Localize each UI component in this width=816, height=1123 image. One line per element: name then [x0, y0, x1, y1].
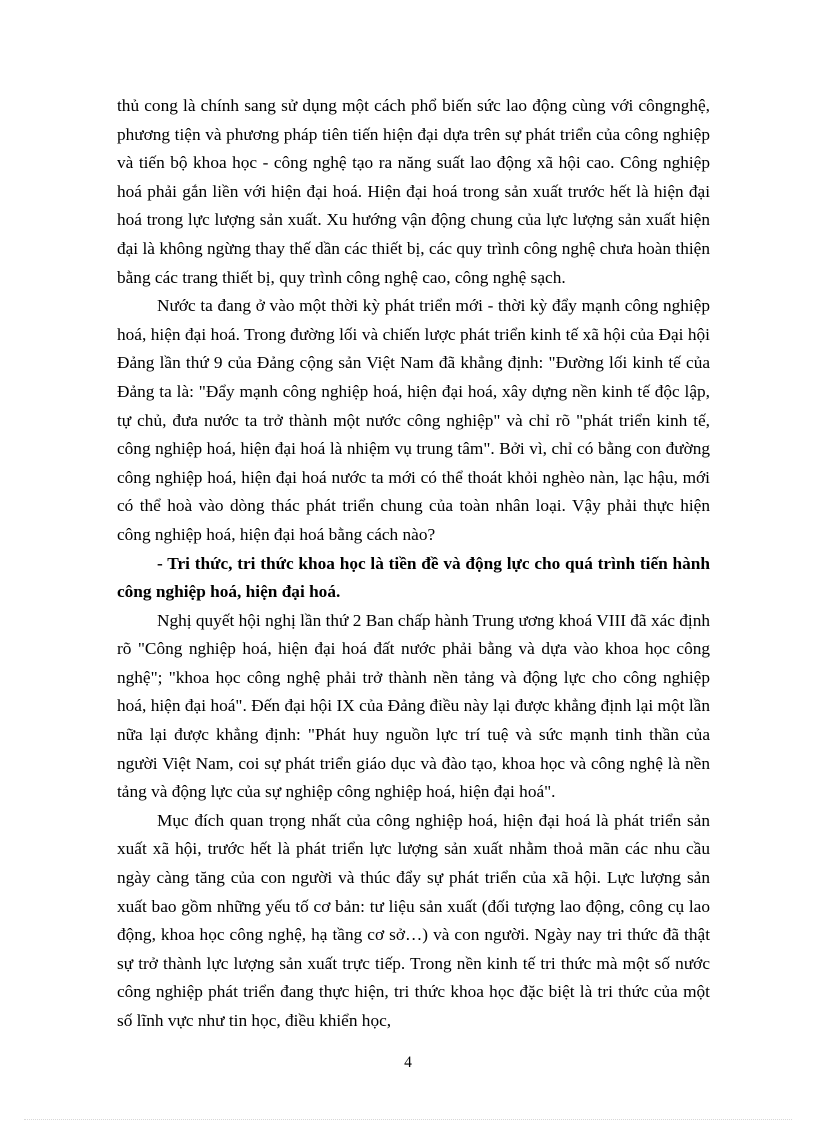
- paragraph-continuation: thủ cong là chính sang sử dụng một cách phổ biến sức lao động cùng với côngnghệ, phương tiện và phương pháp tiên tiến hiện đại dựa trên sự phát triển của công nghiệp và tiến bộ khoa học - công nghệ tạo ra năng suất lao động xã hội cao. Công nghiệp hoá phải gắn liền với hiện đại hoá. Hiện đại hoá trong sản xuất trước hết là hiện đại hoá trong lực lượng sản xuất. Xu hướng vận động chung của lực lượng sản xuất hiện đại là không ngừng thay thế dần các thiết bị, các quy trình công nghệ chưa hoàn thiện bằng các trang thiết bị, quy trình công nghệ cao, công nghệ sạch.: [117, 96, 710, 287]
- document-body: [117, 92, 710, 1036]
- footer-divider: [24, 1119, 792, 1120]
- section-heading-knowledge: - Tri thức, tri thức khoa học là tiền đề và động lực cho quá trình tiến hành công nghiệp hoá, hiện đại hoá.: [117, 553, 710, 602]
- paragraph-industrialization-strategy: Nước ta đang ở vào một thời kỳ phát triển mới - thời kỳ đẩy mạnh công nghiệp hoá, hiện đại hoá. Trong đường lối và chiến lược phát triển kinh tế xã hội của Đại hội Đảng lần thứ 9 của Đảng cộng sản Việt Nam đã khẳng định: "Đường lối kinh tế của Đảng ta là: "Đẩy mạnh công nghiệp hoá, hiện đại hoá, xây dựng nền kinh tế độc lập, tự chủ, đưa nước ta trở thành một nước công nghiệp" và chỉ rõ "phát triển kinh tế, công nghiệp hoá, hiện đại hoá là nhiệm vụ trung tâm". Bởi vì, chỉ có bằng con đường công nghiệp hoá, hiện đại hoá nước ta mới có thể thoát khỏi nghèo nàn, lạc hậu, mới có thể hoà vào dòng thác phát triển chung của toàn nhân loại. Vậy phải thực hiện công nghiệp hoá, hiện đại hoá bằng cách nào?: [117, 296, 710, 544]
- page-number: 4: [404, 1054, 412, 1071]
- paragraph-production-purpose: Mục đích quan trọng nhất của công nghiệp hoá, hiện đại hoá là phát triển sản xuất xã hội, trước hết là phát triển lực lượng sản xuất nhằm thoả mãn các nhu cầu ngày càng tăng của con người và thúc đẩy sự phát triển của xã hội. Lực lượng sản xuất bao gồm những yếu tố cơ bản: tư liệu sản xuất (đối tượng lao động, công cụ lao động, khoa học công nghệ, hạ tầng cơ sở…) và con người. Ngày nay tri thức đã thật sự trở thành lực lượng sản xuất trực tiếp. Trong nền kinh tế tri thức mà một số nước công nghiệp phát triển đang thực hiện, tri thức khoa học đặc biệt là tri thức của một số lĩnh vực như tin học, điều khiển học,: [117, 810, 710, 1030]
- paragraph-resolution-viii: Nghị quyết hội nghị lần thứ 2 Ban chấp hành Trung ương khoá VIII đã xác định rõ "Công nghiệp hoá, hiện đại hoá đất nước phải bằng và dựa vào khoa học công nghệ"; "khoa học công nghệ phải trở thành nền tảng và động lực cho công nghiệp hoá, hiện đại hoá". Đến đại hội IX của Đảng điều này lại được khẳng định lại một lần nữa lại được khẳng định: "Phát huy nguồn lực trí tuệ và sức mạnh tinh thần của người Việt Nam, coi sự phát triển giáo dục và đào tạo, khoa học và công nghệ là nền tảng và động lực của sự nghiệp công nghiệp hoá, hiện đại hoá".: [117, 610, 710, 802]
